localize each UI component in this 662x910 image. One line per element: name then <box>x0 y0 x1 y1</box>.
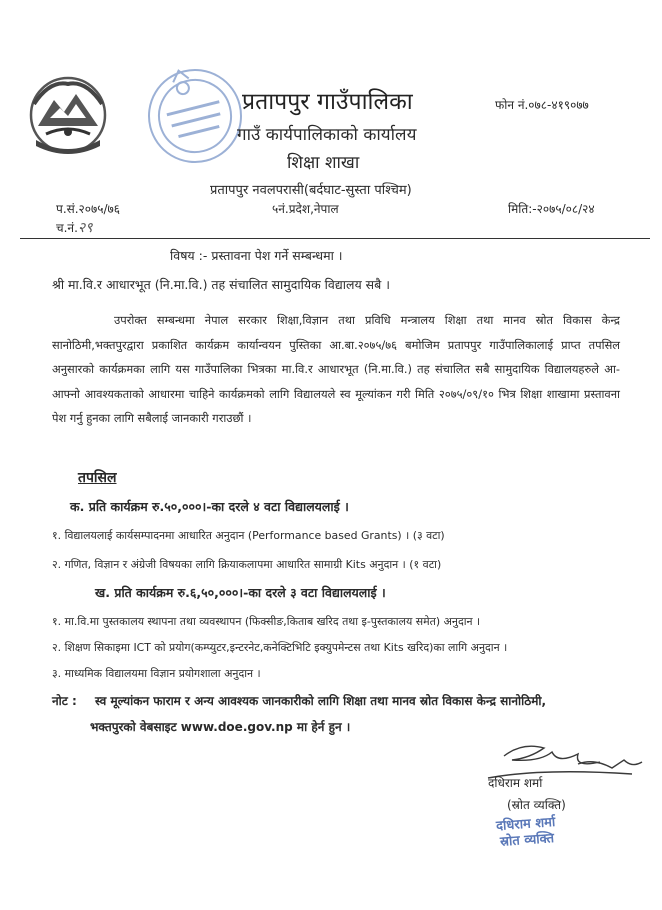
dispatch-number <box>56 218 92 237</box>
note-label: नोट : <box>52 694 77 708</box>
list-item: १. विद्यालयलाई कार्यसम्पादनमा आधारित अनुदान (Performance based Grants) । (३ वटा) <box>52 529 445 542</box>
addressee: श्री मा.वि.र आधारभूत (नि.मा.वि.) तह संचालित सामुदायिक विद्यालय सबै । <box>52 277 390 292</box>
category-a-title: क. प्रति कार्यक्रम रु.५०,०००।-का दरले ४ वटा विद्यालयलाई । <box>70 499 349 514</box>
body-paragraph: उपरोक्त सम्बन्धमा नेपाल सरकार शिक्षा,विज्ञान तथा प्रविधि मन्त्रालय शिक्षा तथा मानव स्रोत विकास केन्द्र सानोठिमी,भक्तपुरद्वारा प्रकाशित कार्यक्रम कार्यान्वयन पुस्तिका आ.बा.२०७५/७६ बमोजिम प्रतापपुर गाउँपालिकालाई प्राप्त तपसिल अनुसारको कार्यक्रमका लागि यस गाउँपालिका भित्रका मा.वि.र आधारभूत (नि.मा.वि.) तह संचालित सबै सामुदायिक विद्यालयहरुले आ-आफ्नो आवश्यकताको आधारमा चाहिने कार्यक्रमको लागि विद्यालयले स्व मूल्यांकन गरी मिति २०७५/०९/१० भित्र शिक्षा शाखामा प्रस्तावना पेश गर्नु हुनका लागि सबैलाई जानकारी गराउछौं । <box>52 313 620 426</box>
office-stamp-icon <box>130 64 260 168</box>
category-b-title: ख. प्रति कार्यक्रम रु.६,५०,०००।-का दरले ३ वटा विद्यालयलाई । <box>95 585 386 600</box>
signatory-name: दधिराम शर्मा <box>488 776 543 790</box>
branch-name: शिक्षा शाखा <box>287 153 360 173</box>
phone-number: फोन नं.०७८-४१९०७७ <box>495 98 589 112</box>
dispatch-label: च.नं. <box>56 221 78 235</box>
note-text-line1: स्व मूल्यांकन फाराम र अन्य आवश्यक जानकारीको लागि शिक्षा तथा मानव स्रोत विकास केन्द्र सानोठिमी, <box>95 694 547 708</box>
letter-date: मिति:-२०७५/०८/२४ <box>508 202 595 216</box>
nepal-emblem-icon <box>20 74 116 156</box>
note-text-line2: भक्तपुरको वेबसाइट www.doe.gov.np मा हेर्न हुन । <box>90 720 351 734</box>
subject-line: विषय :- प्रस्तावना पेश गर्ने सम्बन्धमा । <box>170 248 343 263</box>
office-address: प्रतापपुर नवलपरासी(बर्दघाट-सुस्ता पश्चिम) <box>210 183 412 198</box>
dispatch-value: २९ <box>77 220 93 236</box>
stamp-name: दधिराम शर्मा <box>495 814 556 835</box>
list-item: २. गणित, विज्ञान र अंग्रेजी विषयका लागि क्रियाकलापमा आधारित सामाग्री Kits अनुदान । (१ वटा) <box>52 558 442 571</box>
letter-number: प.सं.२०७५/७६ <box>56 202 121 216</box>
province: ५नं.प्रदेश,नेपाल <box>272 202 339 216</box>
list-item: २. शिक्षण सिकाइमा ICT को प्रयोग(कम्प्युटर,इन्टरनेट,कनेक्टिभिटि इक्युपमेन्टस तथा Kits खरिद)का लागि अनुदान । <box>52 641 508 654</box>
schedule-heading: तपसिल <box>78 470 117 486</box>
org-name: प्रतापपुर गाउँपालिका <box>242 89 413 115</box>
stamp-role: स्रोत व्यक्ति <box>499 831 555 850</box>
signatory-role: (स्रोत व्यक्ति) <box>507 798 566 812</box>
office-name: गाउँ कार्यपालिकाको कार्यालय <box>237 125 417 145</box>
header-divider <box>20 238 650 239</box>
list-item: १. मा.वि.मा पुस्तकालय स्थापना तथा व्यवस्थापन (फिक्सीङ,किताब खरिद तथा इ-पुस्तकालय समेत) अनुदान । <box>52 615 481 628</box>
list-item: ३. माध्यमिक विद्यालयमा विज्ञान प्रयोगशाला अनुदान । <box>52 667 261 680</box>
